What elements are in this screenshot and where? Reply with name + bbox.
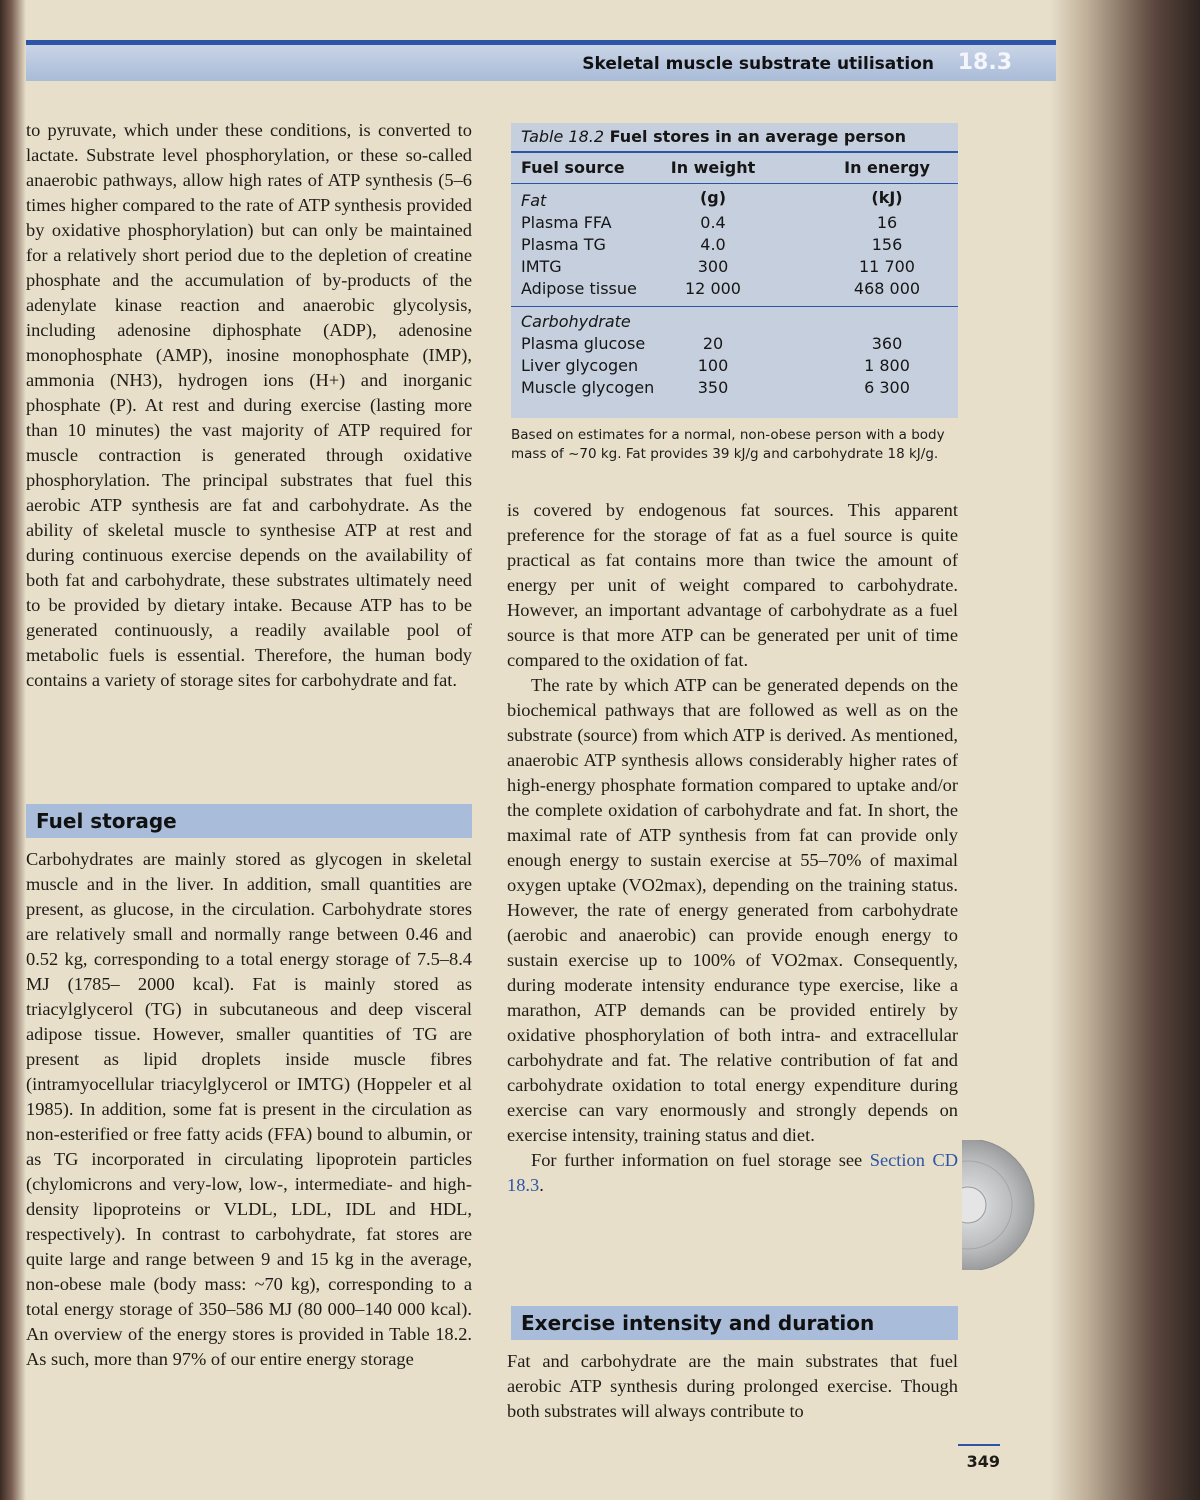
table-cell: 100 (697, 356, 729, 375)
right-column-lower (507, 1349, 958, 1424)
table-group-label (511, 190, 958, 212)
right-paragraph-1: is covered by endogenous fat sources. This apparent preference for the storage of fat as a fuel source is quite practical as fat contains more than twice the amount of energy per unit of weight compared to carbohydrate. However, an important advantage of carbohydrate as a fuel source is that more ATP can be generated per unit of time compared to the oxidation of fat. (507, 500, 958, 670)
table-cell: 360 (871, 334, 903, 353)
table-group-name: Fat (521, 191, 547, 210)
section-number: 18.3 (957, 50, 1012, 75)
table-group-name: Carbohydrate (521, 312, 631, 331)
table-cell: Plasma TG (521, 235, 606, 254)
page-gutter-shadow (0, 0, 26, 1500)
page-number: 349 (958, 1444, 1000, 1471)
left-column-lower (26, 847, 472, 1372)
table-row (511, 212, 958, 234)
table-caption (511, 123, 958, 153)
table-divider (511, 306, 958, 307)
table-18-2 (511, 123, 958, 418)
table-cell: Plasma glucose (521, 334, 646, 353)
table-cell: 20 (702, 334, 724, 353)
table-cell: 12 000 (685, 279, 741, 298)
table-label: Table 18.2 (521, 127, 605, 146)
cross-reference-end: . (539, 1175, 544, 1195)
running-header-title: Skeletal muscle substrate utilisation (582, 54, 934, 74)
left-column (26, 118, 472, 693)
table-group-label (511, 311, 958, 333)
right-paragraph-2: The rate by which ATP can be generated depends on the biochemical pathways that are followed as well as on the substrate (source) from which ATP is derived. As mentioned, anaerobic ATP synthesis allows considerably higher rates of high-energy phosphate formation compared to uptake and/or the complete oxidation of carbohydrate and fat. In short, the maximal rate of ATP synthesis from fat can provide only enough energy to sustain exercise at 55–70% of maximal oxygen uptake (VO2max), depending on the training status. However, the rate of energy generated from carbohydrate (aerobic and anaerobic) can provide enough energy to sustain exercise up to 100% of VO2max. Consequently, during moderate intensity endurance type exercise, like a marathon, ATP demands can be provided entirely by oxidative phosphorylation of both intra- and extracellular carbohydrate and fat. The relative contribution of fat and carbohydrate oxidation to total energy expenditure during exercise can vary enormously and strongly depends on exercise intensity, training status and diet. (507, 675, 958, 1145)
table-cell: 4.0 (700, 235, 726, 254)
table-cell: Liver glycogen (521, 356, 639, 375)
table-row (511, 256, 958, 278)
cd-disc-icon (962, 1140, 1102, 1270)
table-row (511, 355, 958, 377)
table-cell: 300 (697, 257, 729, 276)
table-cell: 11 700 (859, 257, 915, 276)
section-heading-fuel-storage: Fuel storage (26, 804, 472, 838)
table-cell: IMTG (521, 257, 562, 276)
table-header-cell: In weight (g) (670, 158, 756, 207)
left-paragraph-1: to pyruvate, which under these conditions, is converted to lactate. Substrate level phosphorylation, or these so-called anaerobic pathways, allow high rates of ATP synthesis (5–6 times higher compared to the rate of ATP synthesis provided by oxidative phosphorylation) but can only be maintained for a relatively short period due to the depletion of creatine phosphate and the accumulation of by-products of the adenylate kinase reaction and anaerobic glycolysis, including adenosine diphosphate (ADP), adenosine monophosphate (AMP), inosine monophosphate (IMP), ammonia (NH3), hydrogen ions (H+) and inorganic phosphate (P). At rest and during exercise (lasting more than 10 minutes) the vast majority of ATP required for muscle contraction is generated through oxidative phosphorylation. The principal substrates that fuel this aerobic ATP synthesis are fat and carbohydrate. As the ability of skeletal muscle to synthesise ATP at rest and during continuous exercise depends on the availability of both fat and carbohydrate, these substrates ultimately need to be provided by dietary intake. Because ATP has to be generated continuously, a readily available pool of metabolic fuels is essential. Therefore, the human body contains a variety of storage sites for carbohydrate and fat. (26, 120, 472, 690)
table-cell: 16 (876, 213, 898, 232)
page-edge-shadow (1050, 0, 1200, 1500)
right-column (507, 498, 958, 1198)
table-footnote: Based on estimates for a normal, non-obese person with a body mass of ~70 kg. Fat provides 39 kJ/g and carbohydrate 18 kJ/g. (511, 427, 945, 462)
table-header-cell: In energy (kJ) (844, 158, 930, 207)
left-paragraph-2: Carbohydrates are mainly stored as glycogen in skeletal muscle and in the liver. In addition, small quantities are present, as glucose, in the circulation. Carbohydrate stores are relatively small and normally range between 0.46 and 0.52 kg, corresponding to a total energy storage of 7.5–8.4 MJ (1785– 2000 kcal). Fat is mainly stored as triacylglycerol (TG) in subcutaneous and deep visceral adipose tissue. However, smaller quantities of TG are present as lipid droplets inside muscle fibres (intramyocellular triacylglycerol or IMTG) (Hoppeler et al 1985). In addition, some fat is present in the circulation as non-esterified or free fatty acids (FFA) bound to albumin, or as TG incorporated in circulating lipoprotein particles (chylomicrons and very-low, low-, intermediate- and high-density lipoproteins or VLDL, LDL, IDL and HDL, respectively). In contrast to carbohydrate, fat stores are quite large and range between 9 and 15 kg in the average, non-obese male (body mass: ~70 kg), corresponding to a total energy storage of 350–586 MJ (80 000–140 000 kcal). An overview of the energy stores is provided in Table 18.2. As such, more than 97% of our entire energy storage (26, 849, 472, 1369)
section-heading-exercise-intensity: Exercise intensity and duration (511, 1306, 958, 1340)
right-paragraph-4: Fat and carbohydrate are the main substrates that fuel aerobic ATP synthesis during prolonged exercise. Though both substrates will always contribute to (507, 1351, 958, 1421)
table-row (511, 278, 958, 300)
table-row (511, 234, 958, 256)
table-cell: 350 (697, 378, 729, 397)
table-cell: 6 300 (864, 378, 910, 397)
running-header (26, 40, 1056, 81)
table-cell: 0.4 (700, 213, 726, 232)
table-title: Fuel stores in an average person (609, 127, 907, 146)
table-row (511, 377, 958, 399)
table-cell: 468 000 (853, 279, 921, 298)
table-header-cell: Fuel source (521, 158, 625, 177)
right-paragraph-3 (507, 1148, 958, 1198)
table-cell: 1 800 (864, 356, 910, 375)
table-cell: 156 (871, 235, 903, 254)
table-cell: Adipose tissue (521, 279, 637, 298)
table-cell: Plasma FFA (521, 213, 612, 232)
table-row (511, 333, 958, 355)
table-cell: Muscle glycogen (521, 378, 655, 397)
cross-reference-text: For further information on fuel storage see (531, 1150, 863, 1170)
section-cd-link[interactable]: Section CD 18.3 (507, 1150, 958, 1195)
